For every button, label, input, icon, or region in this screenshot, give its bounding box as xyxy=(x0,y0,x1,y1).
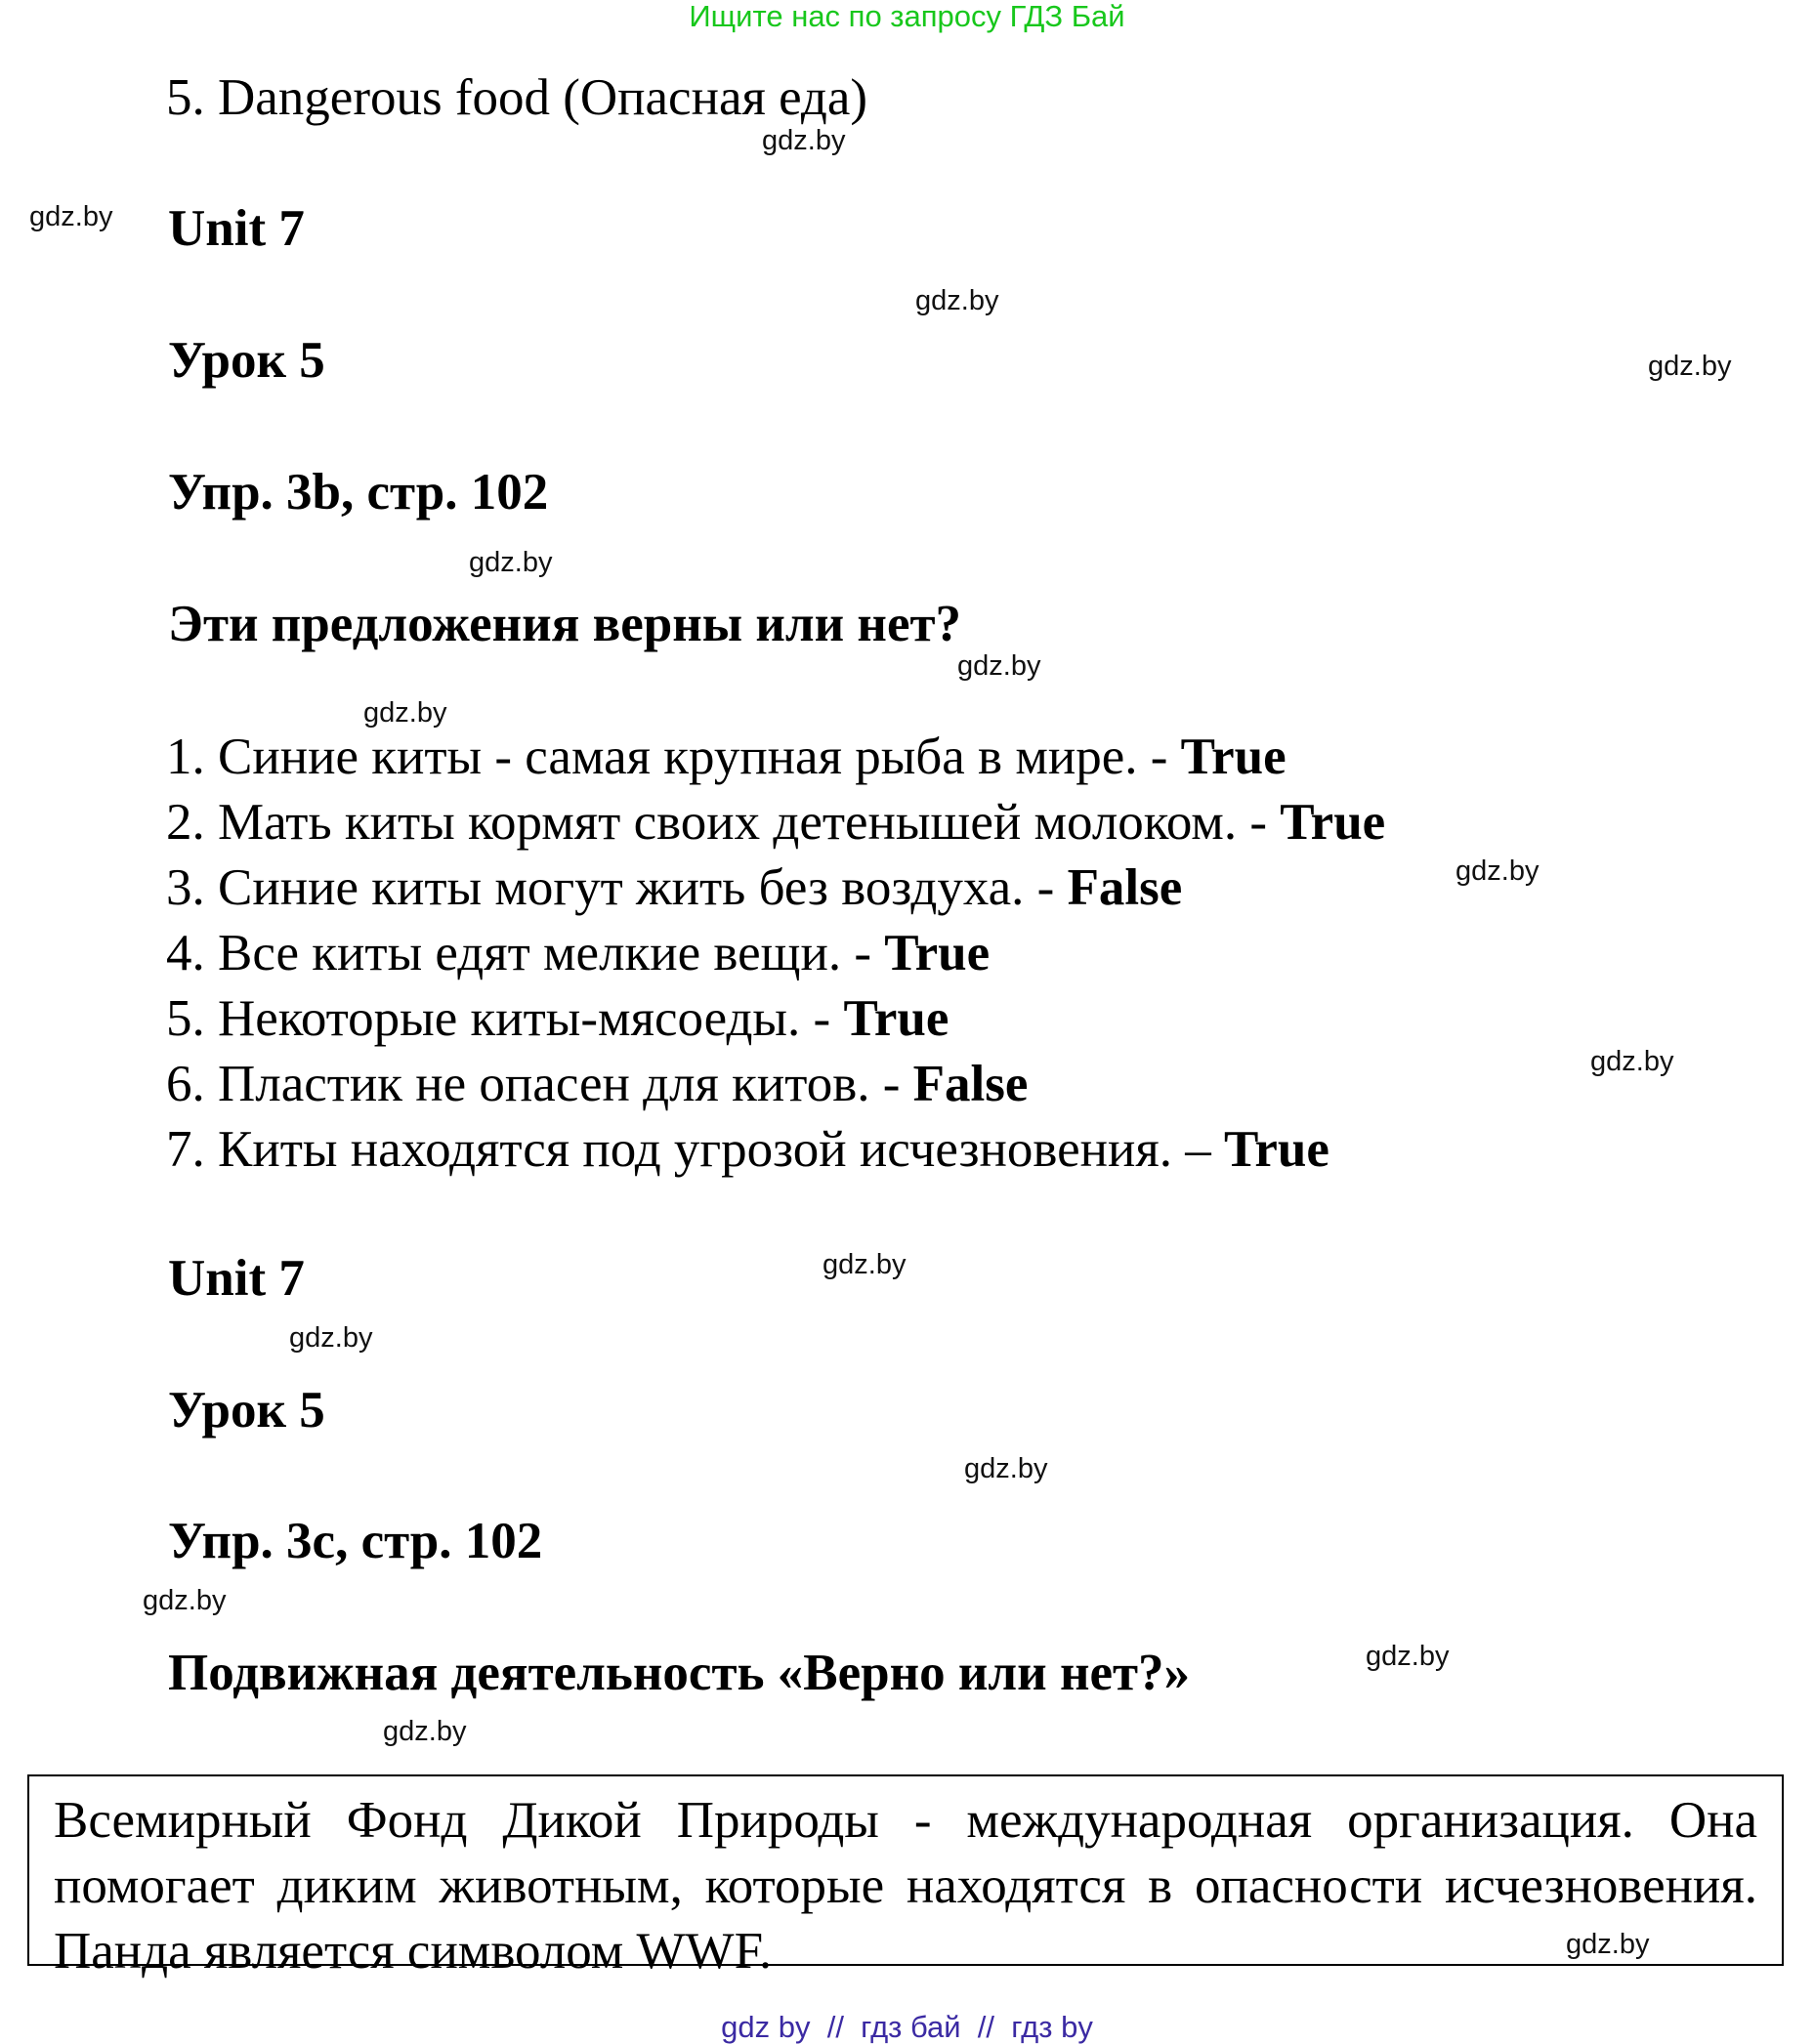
watermark: gdz.by xyxy=(363,697,447,729)
statement-2: 2. Мать киты кормят своих детенышей молоком. - True xyxy=(166,794,1386,851)
watermark: gdz.by xyxy=(1566,1929,1650,1960)
watermark: gdz.by xyxy=(964,1453,1048,1484)
statement-5: 5. Некоторые киты-мясоеды. - True xyxy=(166,990,949,1047)
answer-7: True xyxy=(1223,1121,1329,1178)
top-list-item: 5. Dangerous food (Опасная еда) xyxy=(166,69,868,126)
watermark: gdz.by xyxy=(823,1249,907,1280)
statement-3: 3. Синие киты могут жить без воздуха. - False xyxy=(166,859,1183,916)
watermark: gdz.by xyxy=(915,285,999,316)
unit-heading-1: Unit 7 xyxy=(168,200,305,257)
exercise-heading-2: Упр. 3c, стр. 102 xyxy=(168,1513,543,1569)
answer-1: True xyxy=(1180,729,1287,785)
watermark: gdz.by xyxy=(1648,351,1732,382)
wwf-info-box: Всемирный Фонд Дикой Природы - международная организация. Она помогает диким животным, которые находятся в опасности исчезновения. Панда является символом WWF. xyxy=(27,1774,1784,1966)
answer-6: False xyxy=(912,1056,1029,1112)
unit-heading-2: Unit 7 xyxy=(168,1250,305,1307)
watermark: gdz.by xyxy=(383,1716,467,1747)
statement-1: 1. Синие киты - самая крупная рыба в мире. - True xyxy=(166,729,1287,785)
watermark: gdz.by xyxy=(1590,1046,1674,1077)
statement-4: 4. Все киты едят мелкие вещи. - True xyxy=(166,925,991,981)
statement-6: 6. Пластик не опасен для китов. - False xyxy=(166,1056,1029,1112)
answer-2: True xyxy=(1280,794,1386,851)
task-heading-1: Эти предложения верны или нет? xyxy=(168,596,962,652)
watermark: gdz.by xyxy=(143,1585,227,1616)
task-heading-2: Подвижная деятельность «Верно или нет?» xyxy=(168,1645,1191,1701)
statement-7: 7. Киты находятся под угрозой исчезновения. – True xyxy=(166,1121,1329,1178)
watermark: gdz.by xyxy=(1366,1641,1450,1672)
watermark: gdz.by xyxy=(957,650,1041,682)
answer-3: False xyxy=(1067,859,1183,916)
answer-5: True xyxy=(843,990,949,1047)
watermark: gdz.by xyxy=(469,547,553,578)
watermark: gdz.by xyxy=(1455,855,1540,887)
top-banner: Ищите нас по запросу ГДЗ Бай xyxy=(689,0,1125,33)
footer-links: gdz by // гдз бай // гдз by xyxy=(721,2010,1093,2044)
lesson-heading-1: Урок 5 xyxy=(168,332,325,389)
exercise-heading-1: Упр. 3b, стр. 102 xyxy=(168,464,549,521)
watermark: gdz.by xyxy=(29,201,113,232)
watermark: gdz.by xyxy=(289,1322,373,1354)
answer-4: True xyxy=(884,925,991,981)
watermark: gdz.by xyxy=(762,125,846,156)
lesson-heading-2: Урок 5 xyxy=(168,1382,325,1439)
